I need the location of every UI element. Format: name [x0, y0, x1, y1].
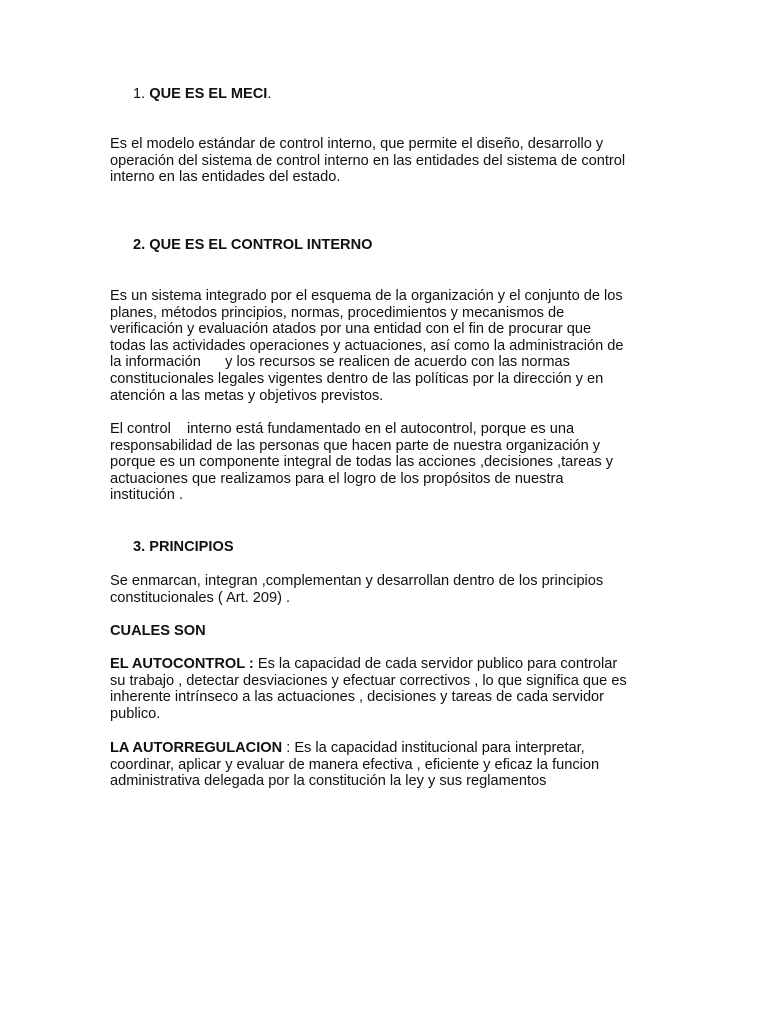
text-line-first	[110, 740, 670, 757]
text-line: porque es un componente integral de todas las acciones ,decisiones ,tareas y	[110, 454, 613, 471]
heading-que-es-el-meci	[133, 86, 271, 103]
text-line: administrativa delegada por la constitución la ley y sus reglamentos	[110, 773, 547, 790]
text-line: institución .	[110, 487, 184, 504]
paragraph-meci-definition	[110, 136, 670, 186]
term-definition-start: Es la capacidad de cada servidor publico para controlar	[253, 656, 618, 672]
term-label: EL AUTOCONTROL :	[110, 656, 254, 672]
text-line: coordinar, aplicar y evaluar de manera efectiva , eficiente y eficaz la funcion	[110, 756, 600, 773]
heading-que-es-el-control-interno	[133, 237, 372, 254]
text-line-first	[110, 656, 670, 673]
text-line: El control interno está fundamentado en el autocontrol, porque es una	[110, 421, 575, 437]
subheading-text: CUALES SON	[110, 623, 206, 639]
heading-suffix: .	[267, 86, 272, 102]
text-line: planes, métodos principios, normas, procedimientos y mecanismos de	[110, 304, 565, 321]
heading-number: 1.	[133, 86, 150, 102]
heading-title: 2. QUE ES EL CONTROL INTERNO	[133, 237, 373, 253]
text-line: Es un sistema integrado por el esquema de la organización y el conjunto de los	[110, 288, 623, 304]
term-definition-start: : Es la capacidad institucional para interpretar,	[282, 740, 585, 756]
text-line: publico.	[110, 705, 161, 722]
paragraph-principios-intro	[110, 573, 670, 606]
paragraph-autorregulacion	[110, 740, 670, 790]
text-line: la información y los recursos se realicen de acuerdo con las normas	[110, 354, 570, 371]
paragraph-control-interno-autocontrol	[110, 421, 670, 504]
paragraph-autocontrol	[110, 656, 670, 722]
text-line: todas las actividades operaciones y actuaciones, así como la administración de	[110, 337, 624, 354]
heading-title: 3. PRINCIPIOS	[133, 539, 234, 555]
subheading-cuales-son	[110, 623, 670, 640]
paragraph-control-interno-definition	[110, 288, 670, 404]
heading-title: QUE ES EL MECI	[149, 86, 268, 102]
heading-principios	[133, 539, 234, 556]
text-line: Es el modelo estándar de control interno, que permite el diseño, desarrollo y	[110, 136, 604, 152]
text-line: responsabilidad de las personas que hacen parte de nuestra organización y	[110, 437, 601, 454]
text-line: atención a las metas y objetivos previstos.	[110, 387, 384, 404]
text-line: actuaciones que realizamos para el logro de los propósitos de nuestra	[110, 470, 564, 487]
text-line: constitucionales legales vigentes dentro de las políticas por la dirección y en	[110, 370, 604, 387]
text-line: constitucionales ( Art. 209) .	[110, 589, 291, 606]
text-line: verificación y evaluación atados por una entidad con el fin de procurar que	[110, 321, 592, 338]
text-line: su trabajo , detectar desviaciones y efectuar correctivos , lo que significa que es	[110, 672, 627, 689]
text-line: interno en las entidades del estado.	[110, 169, 341, 186]
text-line: operación del sistema de control interno en las entidades del sistema de control	[110, 152, 626, 169]
text-line: Se enmarcan, integran ,complementan y desarrollan dentro de los principios	[110, 573, 604, 589]
term-label: LA AUTORREGULACION	[110, 740, 283, 756]
text-line: inherente intrínseco a las actuaciones , decisiones y tareas de cada servidor	[110, 689, 605, 706]
